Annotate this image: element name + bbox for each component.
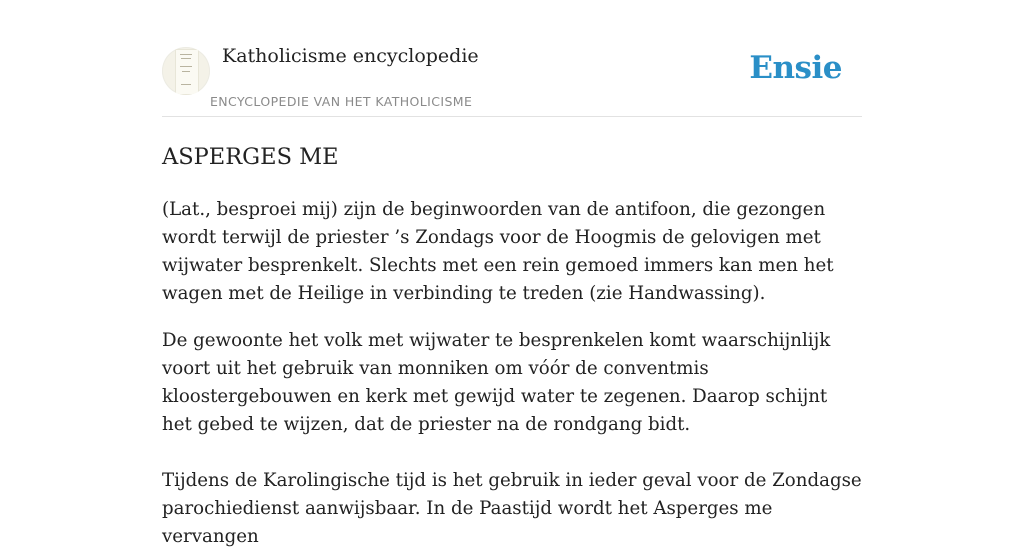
- cover-line: [182, 71, 190, 72]
- ensie-logo-link[interactable]: Ensie: [749, 50, 842, 86]
- entry-paragraph: De gewoonte het volk met wijwater te besprenkelen komt waarschijnlijk voort uit het gebruik van monniken om vóór de conventmis kloostergebouwen en kerk met gewijd water te zegenen. Daarop schijnt het gebed te wijzen, dat de priester na de rondgang bidt. Tijdens de Karolingische tijd is het gebruik in ieder geval voor de Zondagse parochiedienst aanwijsbaar. In de Paastijd wordt het Asperges me vervangen: [162, 330, 862, 547]
- page-header: [162, 0, 862, 117]
- cover-line: [180, 66, 192, 67]
- entry-paragraph: (Lat., besproei mij) zijn de beginwoorden van de antifoon, die gezongen wordt terwijl de priester ’s Zondags voor de Hoogmis de gelovigen met wijwater besprenkelt. Slechts met een rein gemoed immers kan men het wagen met de Heilige in verbinding te treden (zie Handwassing).: [162, 199, 834, 304]
- book-subtitle: ENCYCLOPEDIE VAN HET KATHOLICISME: [210, 94, 473, 109]
- book-cover-page: [175, 49, 199, 95]
- cover-line: [181, 58, 191, 59]
- cover-line: [181, 84, 191, 85]
- book-title[interactable]: Katholicisme encyclopedie: [222, 45, 479, 67]
- page-container: [162, 0, 862, 551]
- entry-body: [162, 196, 862, 551]
- cover-line: [180, 54, 192, 55]
- book-cover-thumbnail[interactable]: [162, 47, 210, 95]
- entry-title: ASPERGES ME: [162, 144, 339, 170]
